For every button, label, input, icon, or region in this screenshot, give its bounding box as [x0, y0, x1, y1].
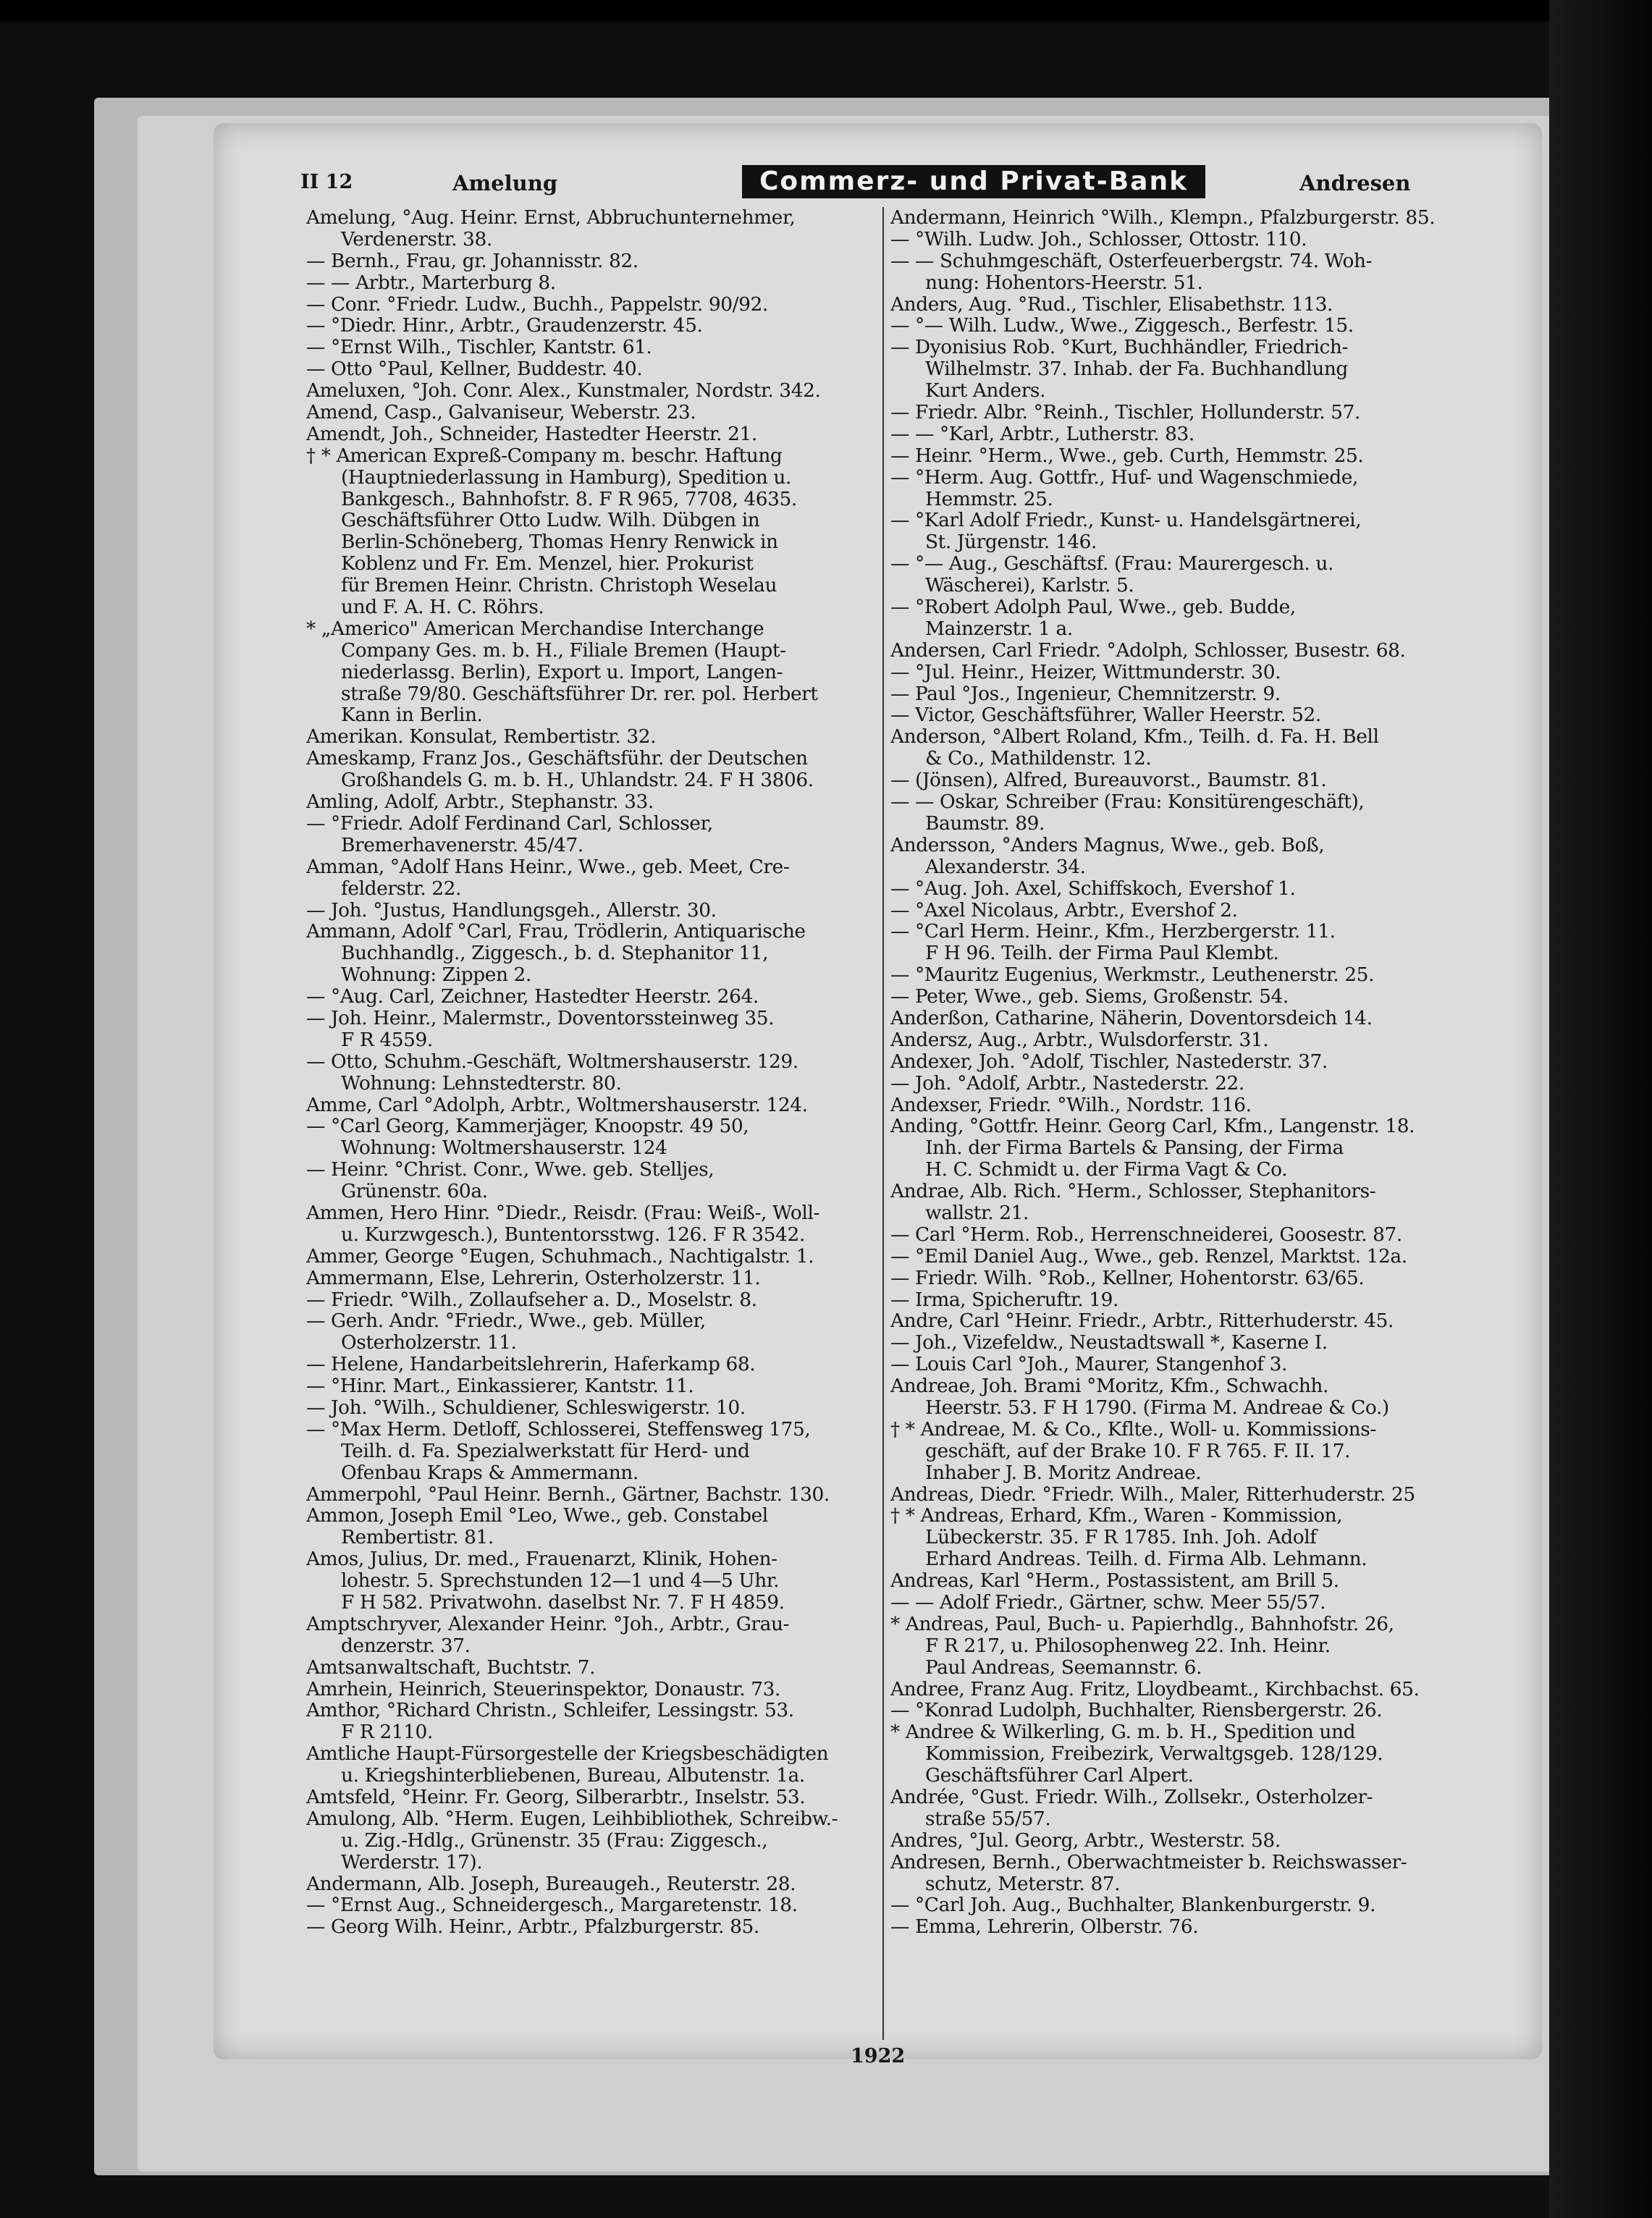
directory-entry-line: Kommission, Freibezirk, Verwaltgsgeb. 128/129.	[925, 1743, 1383, 1766]
directory-entry-line: Amtliche Haupt-Fürsorgestelle der Kriegsbeschädigten	[306, 1743, 829, 1766]
directory-entry-line: Verdenerstr. 38.	[341, 228, 492, 250]
directory-entry-line: — Dyonisius Rob. °Kurt, Buchhändler, Friedrich-	[890, 337, 1349, 359]
directory-entry-line: — °— Wilh. Ludw., Wwe., Ziggesch., Berfestr. 15.	[890, 315, 1354, 337]
right-guide-word: Andresen	[1299, 171, 1411, 195]
directory-entry-line: * „Americo" American Merchandise Interchange	[306, 617, 764, 640]
directory-entry-line: — °Max Herm. Detloff, Schlosserei, Steffensweg 175,	[306, 1418, 811, 1441]
page-number: II 12	[300, 171, 353, 193]
film-top-edge	[0, 0, 1652, 22]
directory-entry-line: — Heinr. °Christ. Conr., Wwe. geb. Stelljes,	[306, 1159, 715, 1181]
directory-entry-line: — (Jönsen), Alfred, Bureauvorst., Baumstr. 81.	[890, 769, 1327, 792]
directory-entry-line: Wohnung: Zippen 2.	[341, 964, 531, 987]
directory-entry-line: — Peter, Wwe., geb. Siems, Großenstr. 54.	[890, 986, 1289, 1008]
directory-entry-line: Amtsfeld, °Heinr. Fr. Georg, Silberarbtr., Inselstr. 53.	[306, 1787, 806, 1808]
directory-entry-line: — Gerh. Andr. °Friedr., Wwe., geb. Müller,	[306, 1310, 706, 1333]
directory-entry-line: Amrhein, Heinrich, Steuerinspektor, Donaustr. 73.	[306, 1678, 780, 1700]
directory-entry-line: Anderson, °Albert Roland, Kfm., Teilh. d. Fa. H. Bell	[890, 726, 1379, 749]
directory-entry-line: — — Arbtr., Marterburg 8.	[306, 271, 556, 294]
directory-entry-line: Paul Andreas, Seemannstr. 6.	[925, 1656, 1202, 1679]
directory-entry-line: Mainzerstr. 1 a.	[925, 617, 1073, 640]
directory-entry-line: — — Oskar, Schreiber (Frau: Konsitürengeschäft),	[890, 791, 1365, 813]
directory-entry-line: — °Konrad Ludolph, Buchhalter, Riensbergerstr. 26.	[890, 1700, 1383, 1722]
directory-entry-line: H. C. Schmidt u. der Firma Vagt & Co.	[925, 1159, 1288, 1181]
directory-entry-line: Andresen, Bernh., Oberwachtmeister b. Reichswasser-	[890, 1851, 1407, 1873]
directory-entry-line: felderstr. 22.	[341, 877, 461, 900]
directory-entry-line: Andreas, Karl °Herm., Postassistent, am Brill 5.	[890, 1570, 1339, 1592]
directory-entry-line: niederlassg. Berlin), Export u. Import, Langen-	[341, 661, 783, 683]
directory-entry-line: Amelung, °Aug. Heinr. Ernst, Abbruchunternehmer,	[306, 207, 796, 229]
directory-entry-line: Bremerhavenerstr. 45/47.	[341, 834, 583, 856]
directory-entry-line: — Bernh., Frau, gr. Johannisstr. 82.	[306, 250, 639, 272]
directory-entry-line: Amerikan. Konsulat, Rembertistr. 32.	[306, 726, 657, 749]
directory-entry-line: & Co., Mathildenstr. 12.	[925, 748, 1152, 770]
directory-entry-line: — Otto, Schuhm.-Geschäft, Woltmershauserstr. 129.	[306, 1050, 798, 1073]
directory-entry-line: nung: Hohentors-Heerstr. 51.	[925, 271, 1203, 294]
directory-entry-line: — °Wilh. Ludw. Joh., Schlosser, Ottostr. 110.	[890, 228, 1307, 250]
directory-entry-line: — Friedr. Wilh. °Rob., Kellner, Hohentorstr. 63/65.	[890, 1267, 1365, 1289]
directory-entry-line: Andrée, °Gust. Friedr. Wilh., Zollsekr., Osterholzer-	[890, 1787, 1373, 1808]
directory-entry-line: Großhandels G. m. b. H., Uhlandstr. 24. F H 3806.	[341, 769, 814, 792]
directory-entry-line: F R 217, u. Philosophenweg 22. Inh. Heinr.	[925, 1635, 1331, 1657]
directory-entry-line: Andersen, Carl Friedr. °Adolph, Schlosser, Busestr. 68.	[890, 639, 1406, 662]
directory-entry-line: Geschäftsführer Otto Ludw. Wilh. Dübgen in	[341, 510, 760, 532]
directory-entry-line: Anderßon, Catharine, Näherin, Doventorsdeich 14.	[890, 1007, 1373, 1029]
directory-entry-line: für Bremen Heinr. Christn. Christoph Weselau	[341, 575, 777, 597]
directory-entry-line: — °Carl Georg, Kammerjäger, Knoopstr. 49 50,	[306, 1116, 749, 1138]
left-column	[306, 207, 885, 1938]
directory-entry-line: Amme, Carl °Adolph, Arbtr., Woltmershauserstr. 124.	[306, 1094, 808, 1116]
page-footer-year: 1922	[851, 2045, 906, 2067]
directory-entry-line: Heerstr. 53. F H 1790. (Firma M. Andreae & Co.)	[925, 1396, 1389, 1419]
directory-entry-line: Andreae, Joh. Brami °Moritz, Kfm., Schwachh.	[890, 1375, 1329, 1397]
directory-entry-line: Baumstr. 89.	[925, 812, 1045, 835]
directory-entry-line: Andree, Franz Aug. Fritz, Lloydbeamt., Kirchbachst. 65.	[890, 1678, 1420, 1700]
directory-entry-line: — °Robert Adolph Paul, Wwe., geb. Budde,	[890, 596, 1296, 618]
directory-entry-line: — °Carl Joh. Aug., Buchhalter, Blankenburgerstr. 9.	[890, 1894, 1375, 1917]
directory-entry-line: — Helene, Handarbeitslehrerin, Haferkamp 68.	[306, 1354, 756, 1376]
directory-entry-line: F R 4559.	[341, 1029, 433, 1051]
directory-entry-line: Berlin-Schöneberg, Thomas Henry Renwick in	[341, 531, 778, 554]
directory-entry-line: — Joh. °Adolf, Arbtr., Nastederstr. 22.	[890, 1072, 1244, 1095]
directory-entry-line: Andersson, °Anders Magnus, Wwe., geb. Boß,	[890, 834, 1325, 856]
directory-entry-line: — Friedr. °Wilh., Zollaufseher a. D., Moselstr. 8.	[306, 1289, 757, 1311]
directory-entry-line: — °Mauritz Eugenius, Werkmstr., Leuthenerstr. 25.	[890, 964, 1375, 987]
directory-entry-line: Andexser, Friedr. °Wilh., Nordstr. 116.	[890, 1094, 1252, 1116]
directory-entry-line: Teilh. d. Fa. Spezialwerkstatt für Herd- und	[341, 1440, 750, 1462]
directory-entry-line: Ammer, George °Eugen, Schuhmach., Nachtigalstr. 1.	[306, 1245, 814, 1268]
book-binding-edge	[1549, 0, 1652, 2218]
directory-entry-line: Geschäftsführer Carl Alpert.	[925, 1765, 1194, 1787]
directory-entry-line: † * Andreas, Erhard, Kfm., Waren - Kommission,	[890, 1505, 1343, 1527]
directory-entry-line: Amos, Julius, Dr. med., Frauenarzt, Klinik, Hohen-	[306, 1548, 777, 1571]
directory-entry-line: Grünenstr. 60a.	[341, 1181, 488, 1202]
directory-entry-line: Ammermann, Else, Lehrerin, Osterholzerstr. 11.	[306, 1267, 761, 1289]
directory-entry-line: — Joh. °Wilh., Schuldiener, Schleswigerstr. 10.	[306, 1396, 746, 1419]
directory-entry-line: — °— Aug., Geschäftsf. (Frau: Maurergesch. u.	[890, 553, 1333, 575]
directory-entry-line: — °Jul. Heinr., Heizer, Wittmunderstr. 30.	[890, 661, 1281, 683]
directory-entry-line: Anders, Aug. °Rud., Tischler, Elisabethstr. 113.	[890, 293, 1333, 316]
directory-entry-line: Amman, °Adolf Hans Heinr., Wwe., geb. Meet, Cre-	[306, 856, 790, 878]
directory-entry-line: — — Schuhmgeschäft, Osterfeuerbergstr. 74. Woh-	[890, 250, 1373, 272]
directory-entry-line: lohestr. 5. Sprechstunden 12—1 und 4—5 Uhr.	[341, 1570, 780, 1592]
directory-entry-line: — Joh. °Justus, Handlungsgeh., Allerstr. 30.	[306, 899, 717, 922]
directory-entry-line: — °Aug. Carl, Zeichner, Hastedter Heerstr. 264.	[306, 986, 759, 1008]
directory-entry-line: Company Ges. m. b. H., Filiale Bremen (Haupt-	[341, 639, 786, 662]
directory-entry-line: — °Axel Nicolaus, Arbtr., Evershof 2.	[890, 899, 1238, 922]
directory-entry-line: Andermann, Alb. Joseph, Bureaugeh., Reuterstr. 28.	[306, 1873, 796, 1895]
directory-entry-line: Buchhandlg., Ziggesch., b. d. Stephanitor 11,	[341, 943, 769, 965]
directory-entry-line: Ammerpohl, °Paul Heinr. Bernh., Gärtner, Bachstr. 130.	[306, 1483, 830, 1506]
directory-entry-line: geschäft, auf der Brake 10. F R 765. F. II. 17.	[925, 1440, 1351, 1462]
directory-entry-line: Amptschryver, Alexander Heinr. °Joh., Arbtr., Grau-	[306, 1613, 790, 1635]
directory-entry-line: — Carl °Herm. Rob., Herrenschneiderei, Goosestr. 87.	[890, 1223, 1402, 1246]
directory-entry-line: Andres, °Jul. Georg, Arbtr., Westerstr. 58.	[890, 1829, 1281, 1852]
directory-entry-line: Wilhelmstr. 37. Inhab. der Fa. Buchhandlung	[925, 358, 1348, 381]
directory-entry-line: Andermann, Heinrich °Wilh., Klempn., Pfalzburgerstr. 85.	[890, 207, 1436, 229]
directory-entry-line: — Joh. Heinr., Malermstr., Doventorssteinweg 35.	[306, 1007, 775, 1029]
directory-entry-line: Ofenbau Kraps & Ammermann.	[341, 1462, 639, 1484]
directory-entry-line: Amendt, Joh., Schneider, Hastedter Heerstr. 21.	[306, 423, 757, 445]
bank-advertisement-banner: Commerz- und Privat-Bank	[742, 165, 1205, 198]
directory-entry-line: und F. A. H. C. Röhrs.	[341, 596, 544, 618]
directory-entry-line: — Victor, Geschäftsführer, Waller Heerstr. 52.	[890, 704, 1321, 727]
directory-entry-line: — Friedr. Albr. °Reinh., Tischler, Hollunderstr. 57.	[890, 402, 1360, 423]
directory-entry-line: — Joh., Vizefeldw., Neustadtswall *, Kaserne I.	[890, 1332, 1328, 1354]
directory-entry-line: — Emma, Lehrerin, Olberstr. 76.	[890, 1916, 1199, 1939]
directory-entry-line: Amend, Casp., Galvaniseur, Weberstr. 23.	[306, 402, 696, 423]
directory-entry-line: † * Andreae, M. & Co., Kflte., Woll- u. Kommissions-	[890, 1418, 1376, 1441]
column-divider	[882, 207, 884, 2040]
directory-entry-line: straße 79/80. Geschäftsführer Dr. rer. pol. Herbert	[341, 683, 818, 705]
directory-entry-line: Andrae, Alb. Rich. °Herm., Schlosser, Stephanitors-	[890, 1181, 1376, 1202]
directory-entry-line: * Andreas, Paul, Buch- u. Papierhdlg., Bahnhofstr. 26,	[890, 1613, 1394, 1635]
directory-entry-line: Andreas, Diedr. °Friedr. Wilh., Maler, Ritterhuderstr. 25	[890, 1483, 1415, 1506]
directory-entry-line: u. Zig.-Hdlg., Grünenstr. 35 (Frau: Ziggesch.,	[341, 1829, 768, 1852]
directory-entry-line: — — °Karl, Arbtr., Lutherstr. 83.	[890, 423, 1194, 445]
directory-entry-line: — °Aug. Joh. Axel, Schiffskoch, Evershof 1.	[890, 877, 1296, 900]
directory-entry-line: Amtsanwaltschaft, Buchtstr. 7.	[306, 1656, 596, 1679]
directory-entry-line: — °Ernst Aug., Schneidergesch., Margaretenstr. 18.	[306, 1894, 798, 1917]
directory-entry-line: u. Kriegshinterbliebenen, Bureau, Albutenstr. 1a.	[341, 1765, 805, 1787]
directory-entry-line: Andre, Carl °Heinr. Friedr., Arbtr., Ritterhuderstr. 45.	[890, 1310, 1394, 1333]
directory-entry-line: — °Herm. Aug. Gottfr., Huf- und Wagenschmiede,	[890, 466, 1358, 489]
directory-entry-line: Ameluxen, °Joh. Conr. Alex., Kunstmaler, Nordstr. 342.	[306, 380, 821, 402]
directory-entry-line: Wohnung: Woltmershauserstr. 124	[341, 1137, 667, 1160]
directory-entry-line: Lübeckerstr. 35. F R 1785. Inh. Joh. Adolf	[925, 1527, 1317, 1549]
directory-entry-line: Wäscherei), Karlstr. 5.	[925, 575, 1134, 597]
directory-entry-line: denzerstr. 37.	[341, 1635, 471, 1657]
directory-entry-line: — °Emil Daniel Aug., Wwe., geb. Renzel, Marktst. 12a.	[890, 1245, 1407, 1268]
directory-entry-line: — °Diedr. Hinr., Arbtr., Graudenzerstr. 45.	[306, 315, 703, 337]
directory-entry-line: Bankgesch., Bahnhofstr. 8. F R 965, 7708, 4635.	[341, 488, 797, 510]
directory-entry-line: F R 2110.	[341, 1721, 433, 1744]
directory-entry-line: Ammon, Joseph Emil °Leo, Wwe., geb. Constabel	[306, 1505, 768, 1527]
directory-entry-line: † * American Expreß-Company m. beschr. Haftung	[306, 444, 783, 467]
directory-entry-line: Erhard Andreas. Teilh. d. Firma Alb. Lehmann.	[925, 1548, 1367, 1571]
directory-entry-line: Hemmstr. 25.	[925, 488, 1053, 510]
directory-entry-line: wallstr. 21.	[925, 1202, 1029, 1224]
directory-entry-line: — Irma, Spicheruftr. 19.	[890, 1289, 1119, 1311]
directory-entry-line: Ammann, Adolf °Carl, Frau, Trödlerin, Antiquarische	[306, 921, 806, 943]
directory-entry-line: — °Hinr. Mart., Einkassierer, Kantstr. 11.	[306, 1375, 694, 1397]
directory-entry-line: Alexanderstr. 34.	[925, 856, 1086, 878]
directory-entry-line: schutz, Meterstr. 87.	[925, 1873, 1121, 1895]
directory-entry-line: — Louis Carl °Joh., Maurer, Stangenhof 3.	[890, 1354, 1287, 1376]
directory-entry-line: * Andree & Wilkerling, G. m. b. H., Spedition und	[890, 1721, 1356, 1744]
directory-entry-line: Koblenz und Fr. Em. Menzel, hier. Prokurist	[341, 553, 754, 575]
directory-page	[214, 123, 1542, 2067]
directory-entry-line: Anding, °Gottfr. Heinr. Georg Carl, Kfm., Langenstr. 18.	[890, 1116, 1415, 1138]
right-column	[890, 207, 1470, 1938]
directory-entry-line: Rembertistr. 81.	[341, 1527, 494, 1549]
directory-entry-line: Andexer, Joh. °Adolf, Tischler, Nastederstr. 37.	[890, 1050, 1328, 1073]
directory-entry-line: — °Carl Herm. Heinr., Kfm., Herzbergerstr. 11.	[890, 921, 1336, 943]
directory-entry-line: — Paul °Jos., Ingenieur, Chemnitzerstr. 9.	[890, 683, 1281, 705]
directory-entry-line: — °Friedr. Adolf Ferdinand Carl, Schlosser,	[306, 812, 713, 835]
directory-entry-line: Inh. der Firma Bartels & Pansing, der Firma	[925, 1137, 1344, 1160]
directory-entry-line: — — Adolf Friedr., Gärtner, schw. Meer 55/57.	[890, 1592, 1326, 1614]
directory-entry-line: St. Jürgenstr. 146.	[925, 531, 1097, 554]
directory-entry-line: Inhaber J. B. Moritz Andreae.	[925, 1462, 1202, 1484]
directory-entry-line: Amling, Adolf, Arbtr., Stephanstr. 33.	[306, 791, 654, 813]
page-header	[300, 165, 1546, 201]
directory-entry-line: — Heinr. °Herm., Wwe., geb. Curth, Hemmstr. 25.	[890, 444, 1364, 467]
directory-entry-line: — Georg Wilh. Heinr., Arbtr., Pfalzburgerstr. 85.	[306, 1916, 759, 1939]
directory-entry-line: u. Kurzwgesch.), Buntentorsstwg. 126. F R 3542.	[341, 1223, 805, 1246]
directory-entry-line: Kurt Anders.	[925, 380, 1046, 402]
directory-entry-line: Amthor, °Richard Christn., Schleifer, Lessingstr. 53.	[306, 1700, 794, 1722]
directory-entry-line: Amulong, Alb. °Herm. Eugen, Leihbibliothek, Schreibw.-	[306, 1808, 838, 1830]
directory-entry-line: Ameskamp, Franz Jos., Geschäftsführ. der Deutschen	[306, 748, 808, 770]
directory-entry-line: — Conr. °Friedr. Ludw., Buchh., Pappelstr. 90/92.	[306, 293, 768, 316]
directory-entry-line: Osterholzerstr. 11.	[341, 1332, 517, 1354]
directory-entry-line: Ammen, Hero Hinr. °Diedr., Reisdr. (Frau: Weiß-, Woll-	[306, 1202, 820, 1224]
directory-entry-line: — °Ernst Wilh., Tischler, Kantstr. 61.	[306, 337, 652, 359]
left-guide-word: Amelung	[452, 171, 558, 195]
directory-entry-line: F H 582. Privatwohn. daselbst Nr. 7. F H 4859.	[341, 1592, 785, 1614]
directory-entry-line: Andersz, Aug., Arbtr., Wulsdorferstr. 31.	[890, 1029, 1269, 1051]
directory-entry-line: F H 96. Teilh. der Firma Paul Klembt.	[925, 943, 1279, 965]
directory-entry-line: Werderstr. 17).	[341, 1851, 483, 1873]
directory-entry-line: — °Karl Adolf Friedr., Kunst- u. Handelsgärtnerei,	[890, 510, 1362, 532]
directory-entry-line: (Hauptniederlassung in Hamburg), Spedition u.	[341, 466, 791, 489]
directory-entry-line: — Otto °Paul, Kellner, Buddestr. 40.	[306, 358, 643, 381]
directory-entry-line: Kann in Berlin.	[341, 704, 483, 727]
directory-entry-line: straße 55/57.	[925, 1808, 1051, 1830]
directory-entry-line: Wohnung: Lehnstedterstr. 80.	[341, 1072, 622, 1095]
